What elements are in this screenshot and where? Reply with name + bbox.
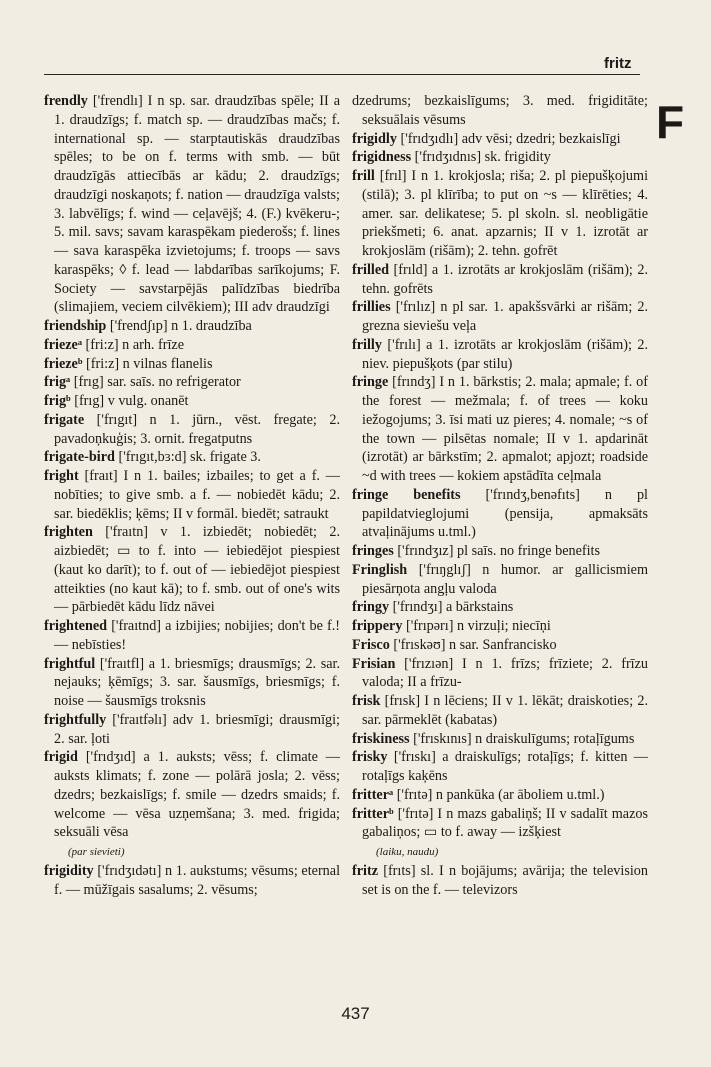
- headword: Fringlish: [352, 561, 408, 578]
- headword: frigid: [44, 749, 78, 766]
- entry-friskiness: [352, 730, 648, 749]
- entry-fringe: [352, 373, 648, 486]
- headword: fringy: [352, 599, 390, 616]
- headword: frill: [352, 168, 375, 184]
- headword: frisk: [352, 693, 381, 709]
- definition: ['frıdʒıdətı] n 1. aukstums; vēsums; eternal f. — mūžīgais sasalums; 2. vēsums;: [54, 862, 341, 898]
- headword: fright: [44, 468, 79, 484]
- definition: ['frıdʒıd] a 1. auksts; vēss; f. climate — auksts klimats; f. zone — polārā josla; 2. vēss; dzedrs; bezkaislīgs; f. smile — dzedrs smaids; f. welcome — vēsa uzņemšana; 3. med. frigida; seksuāli vēsa: [54, 749, 340, 841]
- headword: frilled: [352, 261, 390, 278]
- entry-frillies: [352, 298, 648, 336]
- definition: ['frıtə] n pankūka (ar āboliem u.tml.): [396, 786, 605, 803]
- entry-fringy: [352, 598, 648, 617]
- definition: [frıts] sl. I n bojājums; avārija; the television set is on the f. — televizors: [362, 862, 648, 898]
- entry-fringes: [352, 542, 648, 561]
- definition: dzedrums; bezkaislīgums; 3. med. frigiditāte; seksuālais vēsums: [352, 93, 648, 128]
- definition: ['fraıtn] v 1. izbiedēt; nobiedēt; 2. aizbiedēt; ▭ to f. into — iebiedējot piespiest (kaut ko darīt); to f. out of — iebiedējot piespiest atteikties (no kaut kā); to f. smb. out of one's wits — pārbiedēt kādu līdz nāvei: [54, 524, 341, 616]
- headword: frightened: [44, 618, 108, 634]
- entry-friendship: [44, 317, 340, 336]
- headword: friskiness: [352, 730, 410, 747]
- thumb-index-letter: F: [655, 96, 685, 148]
- definition: [fri:z] n arh. frīze: [85, 336, 185, 353]
- entry-frigid: [44, 748, 340, 862]
- definition: ['frındʒ,benəfıts] n pl papildatvieglojumi (pensija, apmaksāts atvaļinājums u.tml.): [362, 486, 648, 541]
- definition: [fri:z] n vilnas flanelis: [86, 355, 213, 372]
- entry-frilly: [352, 336, 648, 374]
- entry-frippery: [352, 617, 648, 636]
- entry-frightened: [44, 617, 340, 655]
- entry-frig-a: [44, 373, 340, 392]
- definition: ['frıdʒıdlı] adv vēsi; dzedri; bezkaislīgi: [400, 130, 621, 147]
- headword: frippery: [352, 618, 403, 634]
- headword: frillies: [352, 299, 391, 316]
- headword: fritz: [352, 862, 378, 879]
- definition: ['frıŋglıʃ] n humor. ar gallicismiem piesārņota angļu valoda: [362, 561, 648, 597]
- headword: fritterᵇ: [352, 805, 394, 822]
- definition: ['frılı] a 1. izrotāts ar krokjoslām (rišām); 2. niev. piepušķots (par stilu): [362, 336, 649, 372]
- headword: frigᵃ: [44, 374, 71, 391]
- entry-frigate-bird: [44, 448, 340, 467]
- entry-fringlish: [352, 561, 648, 599]
- entry-frieze-b: [44, 355, 340, 374]
- headword: fringe benefits: [352, 486, 461, 503]
- definition-note: (par sievieti): [68, 846, 125, 858]
- header-rule: [44, 74, 640, 75]
- entry-fritter-b: [352, 805, 648, 862]
- headword: friezeᵇ: [44, 355, 83, 372]
- definition: [fraıt] I n 1. bailes; izbailes; to get a f. — nobīties; to give smb. a f. — nobiedēt kādu; 2. sar. biedēklis; ķēms; II v formāl. biedēt; satraukt: [54, 468, 340, 522]
- headword: Frisco: [352, 636, 390, 653]
- definition: [frıg] sar. saīs. no refrigerator: [73, 374, 241, 391]
- definition: [frıl] I n 1. krokjosla; riša; 2. pl piepušķojumi (stilā); 3. pl klīrība; to put on ~s — klīrēties; 4. amer. sar. delikatese; 5. pl skoln. sl. neobligātie priekšmeti; 6. anat. apzarnis; II v 1. izrotāt ar krokjoslām (rišām); 2. tehn. gofrēt: [362, 168, 649, 259]
- page-number: 437: [341, 1004, 370, 1023]
- definition-note: (laiku, naudu): [376, 846, 439, 858]
- definition: ['frıskı] a draiskulīgs; rotaļīgs; f. kitten — rotaļīgs kaķēns: [362, 749, 648, 784]
- entry-frilled: [352, 261, 648, 299]
- headword: fritterᵃ: [352, 786, 394, 803]
- entry-frisian: [352, 655, 648, 693]
- entry-fritter-a: [352, 786, 648, 805]
- headword: frightfully: [44, 711, 107, 728]
- entry-frieze-a: [44, 336, 340, 355]
- entry-fright: [44, 467, 340, 523]
- definition: ['frındʒı] a bārkstains: [392, 599, 514, 616]
- headword: frighten: [44, 524, 93, 541]
- headword: frigate-bird: [44, 449, 115, 466]
- entry-frill: [352, 167, 648, 261]
- headword: frigidness: [352, 149, 412, 166]
- entry-frighten: [44, 523, 340, 617]
- headword: frigidity: [44, 862, 94, 879]
- definition: [frıg] v vulg. onanēt: [74, 393, 189, 409]
- headword: frightful: [44, 655, 96, 672]
- definition: ['frıskəʊ] n sar. Sanfrancisko: [393, 636, 557, 653]
- definition: ['frıgıt] n 1. jūrn., vēst. fregate; 2. pavadoņkuģis; 3. ornit. fregatputns: [54, 411, 340, 447]
- definition: [frındʒ] I n 1. bārkstis; 2. mala; apmale; f. of the forest — mežmala; f. of trees — koku iežogojums; 3. īsi mati uz pieres; 4. nomale; ~s of the town — pilsētas nomale; II v 1. apdarināt (izrotāt) ar bārkstīm; 2. apmalot; apjozt; roadside ~d with trees — kokiem apstādīta ceļmala: [362, 374, 648, 484]
- headword: friezeᵃ: [44, 336, 82, 353]
- right-column: [352, 92, 648, 899]
- definition: ['frılız] n pl sar. 1. apakšsvārki ar rišām; 2. grezna sieviešu veļa: [362, 299, 648, 334]
- entry-frig-b: [44, 392, 340, 411]
- entry-fringe-benefits: [352, 486, 648, 542]
- left-column: [44, 92, 340, 899]
- entry-frigidly: [352, 130, 648, 149]
- definition: ['frıgıt,bɜ:d] sk. frigate 3.: [118, 449, 261, 466]
- definition: [frısk] I n lēciens; II v 1. lēkāt; draiskoties; 2. sar. pārmeklēt (kabatas): [362, 693, 648, 728]
- entry-frigidity-cont: [352, 92, 648, 130]
- definition: [frıld] a 1. izrotāts ar krokjoslām (rišām); 2. tehn. gofrēts: [362, 261, 649, 297]
- headword: fringe: [352, 374, 389, 391]
- definition: ['frızıən] I n 1. frīzs; frīziete; 2. frīzu valoda; II a frīzu-: [362, 655, 648, 691]
- definition: ['frendlı] I n sp. sar. draudzības spēle; II a 1. draudzīgs; f. match sp. — draudzības mačs; f. international sp. — starptautiskās draudzības spēles; to be on f. terms with smb. — būt draudzīgās attiecībās ar kādu; 2. draudzīgs; draudzīgi noskaņots; f. nation — draudzīga valsts; 3. labvēlīgs; f. wind — ceļavējš; 4. (F.) kvēkeru-; 5. mil. savs; savam karaspēkam piederošs; f. lines — sava karaspēka izvietojums; f. troops — savs karaspēks; ◊ f. lead — labdarības sarīkojums; F. Society — savstarpējās palīdzības biedrība (slimajiem, veciem cilvēkiem); III adv draudzīgi: [54, 93, 340, 316]
- headword: frigidly: [352, 130, 397, 147]
- definition: ['frıtə] I n mazs gabaliņš; II v sadalīt mazos gabaliņos; ▭ to f. away — izšķiest: [362, 805, 649, 841]
- definition: ['fraıtnd] a izbijies; nobijies; don't be f.! — nebīsties!: [54, 618, 340, 653]
- headword: frendly: [44, 93, 88, 109]
- headword: frigᵇ: [44, 393, 71, 409]
- entry-frisco: [352, 636, 648, 655]
- definition: ['frıpərı] n virzuļi; niecīņi: [405, 618, 551, 634]
- headword: fringes: [352, 543, 394, 559]
- entry-frightful: [44, 655, 340, 711]
- guide-word: fritz: [604, 55, 632, 72]
- entry-frendly: [44, 92, 340, 317]
- headword: frigate: [44, 411, 85, 428]
- definition: ['frındʒız] pl saīs. no fringe benefits: [397, 543, 601, 559]
- definition: ['frıskınıs] n draiskulīgums; rotaļīgums: [413, 730, 635, 747]
- entry-fritz: [352, 862, 648, 900]
- headword: friendship: [44, 318, 107, 334]
- entry-frigate: [44, 411, 340, 449]
- headword: Frisian: [352, 655, 396, 672]
- entry-frigidness: [352, 148, 648, 167]
- entry-frisky: [352, 748, 648, 786]
- definition: ['frıdʒıdnıs] sk. frigidity: [414, 149, 551, 166]
- entry-frigidity: [44, 862, 340, 900]
- headword: frilly: [352, 336, 382, 353]
- definition: ['fraıtfəlı] adv 1. briesmīgi; drausmīgi; 2. sar. ļoti: [54, 711, 340, 747]
- entry-frisk: [352, 692, 648, 730]
- definition: ['fraıtfl] a 1. briesmīgs; drausmīgs; 2. sar. nejauks; ķēmīgs; 3. sar. šausmīgs, briesmīgs; f. noise — šausmīgs troksnis: [54, 655, 341, 709]
- headword: frisky: [352, 749, 388, 766]
- definition: ['frendʃıp] n 1. draudzība: [109, 318, 252, 334]
- entry-frightfully: [44, 711, 340, 749]
